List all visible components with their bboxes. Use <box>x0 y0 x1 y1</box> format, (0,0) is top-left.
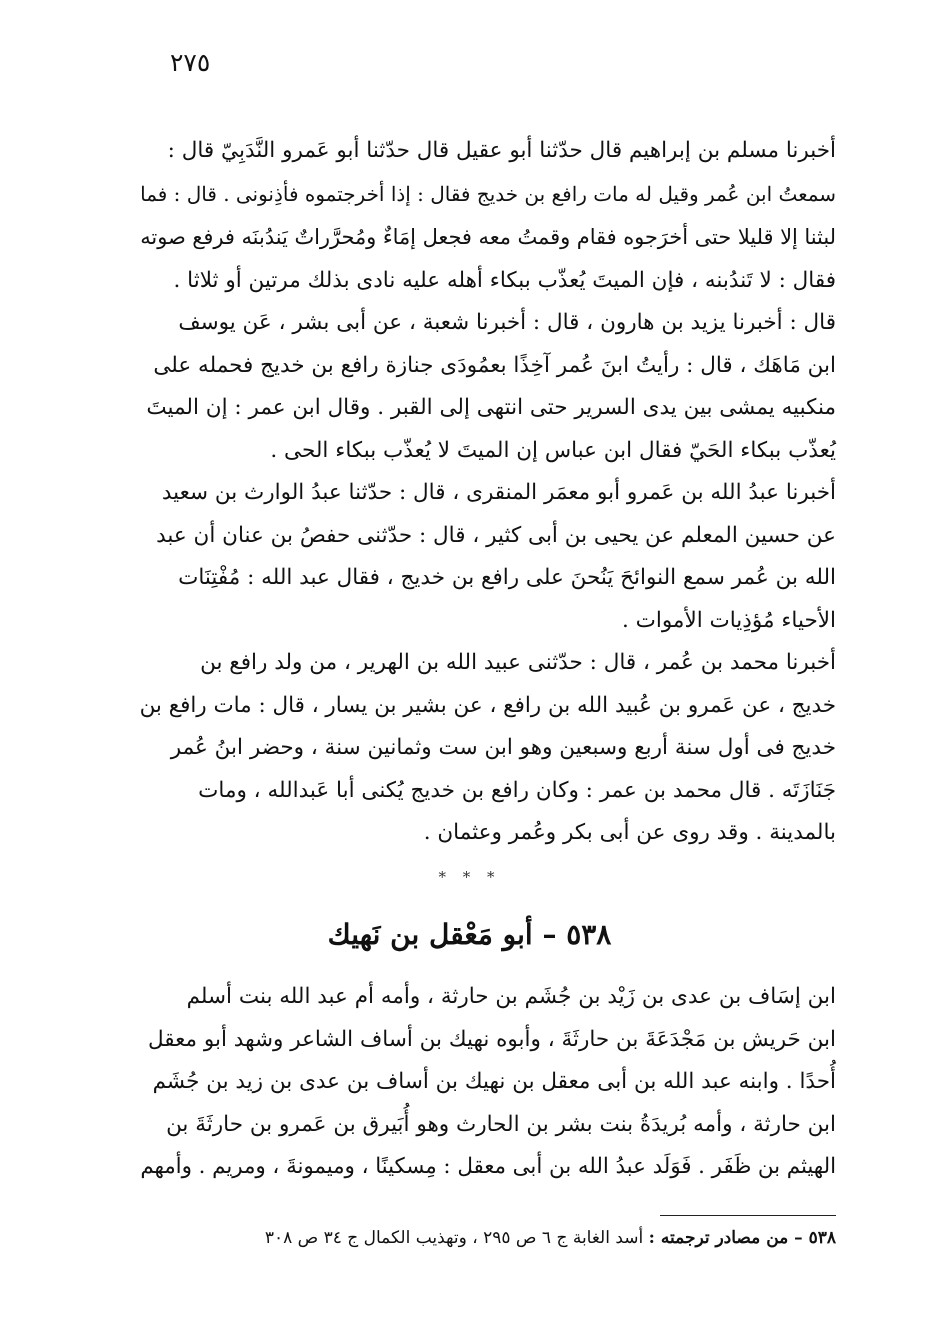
paragraph <box>140 130 836 302</box>
text-line: عن حسين المعلم عن يحيى بن أبى كثير ، قال : حدّثنى حفصُ بن عنان أن عبد <box>156 522 836 548</box>
text-line: الهيثم بن ظَفَر . فَوَلَد عبدُ الله بن أبى معقل : مِسكينًا ، وميمونةَ ، ومريم . وأمهم <box>140 1154 836 1179</box>
text-line: خديج فى أول سنة أربع وسبعين وهو ابن ست وثمانين سنة ، وحضر ابنُ عُمر <box>170 735 836 760</box>
paragraph <box>140 302 836 472</box>
text-line: خديج ، عن عَمرو بن عُبيد الله بن رافع ، عن بشير بن يسار ، قال : مات رافع بن <box>139 692 836 718</box>
text-line: منكبيه يمشى بين يدى السرير حتى انتهى إلى القبر . وقال ابن عمر : إن الميتَ <box>146 395 836 420</box>
text-line: أُحدًا . وابنه عبد الله بن أبى معقل بن نهيك بن أساف بن عدى بن زيد بن جُشَم <box>152 1069 836 1094</box>
text-line: ابن مَاهَك ، قال : رأيتُ ابنَ عُمر آخِذًا بعمُودَى جنازة رافع بن خديج فحمله على <box>153 352 836 378</box>
text-line: الأحياء مُؤذِيات الأموات . <box>621 607 836 633</box>
text-line: سمعتُ ابن عُمر وقيل له مات رافع بن خديج فقال : إذا أخرجتموه فأذِنونى . قال : فما <box>140 181 836 206</box>
text-line: ابن حارثة ، وأمه بُريدَةُ بنت بشر بن الحارث وهو أُبَيرق بن عَمرو بن حارثَةَ بن <box>166 1111 836 1137</box>
text-line: ابن إسَاف بن عدى بن زَيْد بن جُشَم بن حارثة ، وأمه أم عبد الله بنت أسلم <box>186 984 836 1009</box>
text-line: قال : أخبرنا يزيد بن هارون ، قال : أخبرنا شعبة ، عن أبى بشر ، عَن يوسف <box>178 310 836 335</box>
section-dash: – <box>542 918 557 951</box>
footnote-text: أسد الغابة ج ٦ ص ٢٩٥ ، وتهذيب الكمال ج ٣٤ ص ٣٠٨ <box>264 1228 644 1248</box>
section-heading <box>0 918 939 951</box>
text-line: لبثنا إلا قليلا حتى أخرَجوه فقام وقمتُ معه فجعل إمَاءٌ ومُحرَّراتٌ يَندُبنَه فرفع صوته <box>140 225 836 249</box>
text-line: جَنَازَتَه . قال محمد بن عمر : وكان رافع بن خديج يُكنى أبا عَبدالله ، ومات <box>198 777 836 803</box>
text-line: يُعذّب ببكاء الحَيّ فقال ابن عباس إن الميتَ لا يُعذّب ببكاء الحى . <box>270 437 836 463</box>
text-line: الله بن عُمر سمع النوائحَ يَنُحنَ على رافع بن خديج ، فقال عبد الله : مُفْتِنَات <box>178 565 836 590</box>
paragraph <box>140 976 836 1189</box>
footnote <box>120 1228 836 1248</box>
section-separator: * * * <box>438 868 501 886</box>
section-number: ٥٣٨ <box>566 918 612 951</box>
section-title: أبو مَعْقل بن نَهيك <box>327 918 533 951</box>
text-line: أخبرنا مسلم بن إبراهيم قال حدّثنا أبو عقيل قال حدّثنا أبو عَمرو النَّدَبِيّ قال : <box>167 138 836 163</box>
paragraph <box>140 642 836 855</box>
footnote-divider <box>660 1215 836 1216</box>
body-text <box>140 130 836 855</box>
paragraph <box>140 472 836 642</box>
page-number: ٢٧٥ <box>170 48 211 77</box>
text-line: ابن حَريش بن مَجْدَعَةَ بن حارثَةَ ، وأبوه نهيك بن أساف الشاعر وشهد أبو معقل <box>148 1026 836 1052</box>
text-line: أخبرنا عبدُ الله بن عَمرو أبو معمَر المنقرى ، قال : حدّثنا عبدُ الوارث بن سعيد <box>161 480 836 505</box>
footnote-label: ٥٣٨ – من مصادر ترجمته : <box>648 1228 836 1248</box>
text-line: بالمدينة . وقد روى عن أبى بكر وعُمر وعثمان . <box>423 820 836 845</box>
section-body-text <box>140 976 836 1189</box>
text-line: أخبرنا محمد بن عُمر ، قال : حدّثنى عبيد الله بن الهرير ، من ولد رافع بن <box>200 650 836 675</box>
text-line: فقال : لا تَندُبنه ، فإن الميتَ يُعذّب ببكاء أهله عليه نادى بذلك مرتين أو ثلاثا . <box>173 267 836 293</box>
